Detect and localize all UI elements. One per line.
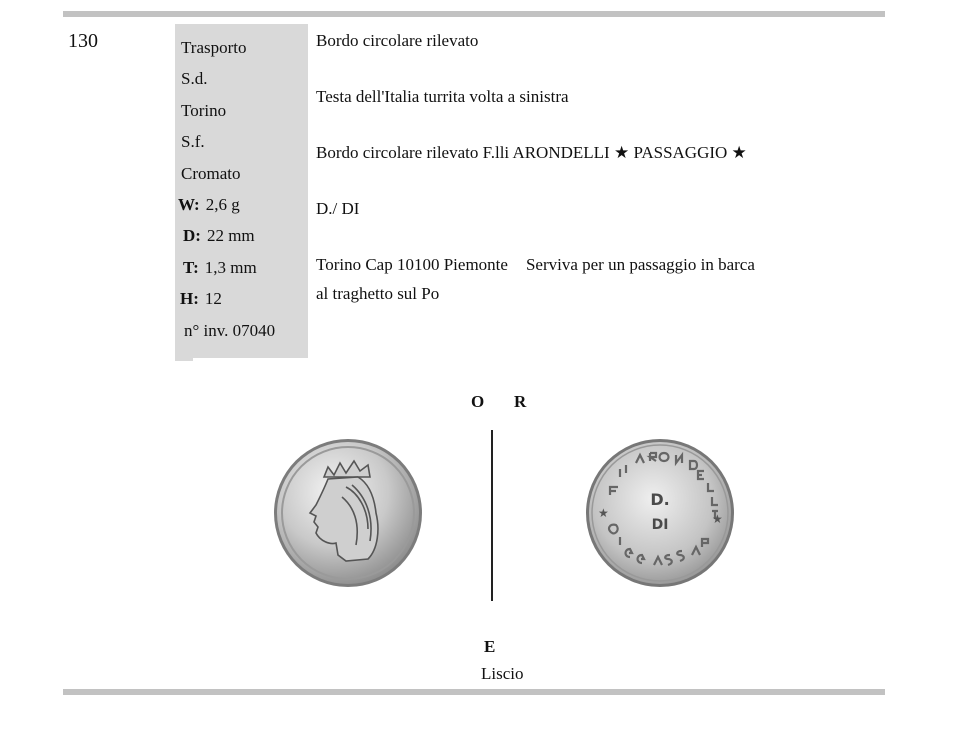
edge-value: Liscio [481, 664, 524, 683]
weight-row [178, 195, 240, 215]
location: Torino Cap 10100 Piemonte [316, 255, 508, 274]
reverse-rim: Bordo circolare rilevato F.lli ARONDELLI ★ PASSAGGIO ★ [316, 143, 747, 162]
star-right-icon: ★ [712, 512, 723, 526]
axis-row [180, 289, 222, 309]
diameter-row [183, 226, 255, 246]
catalog-number: 130 [68, 30, 98, 52]
reverse-label: R [514, 392, 527, 411]
mint-field: S.f. [181, 132, 205, 151]
reverse-coin-center-2: DI [651, 517, 669, 533]
finish: Cromato [181, 164, 241, 183]
inventory-number: n° inv. 07040 [184, 321, 276, 340]
obverse-rim: Bordo circolare rilevato [316, 31, 479, 50]
obverse-design: Testa dell'Italia turrita volta a sinistra [316, 87, 569, 106]
obverse-coin-image [272, 437, 424, 589]
edge-label: E [484, 637, 496, 656]
location-line [316, 255, 755, 275]
metadata-box-tail [175, 353, 193, 361]
reverse-coin-image [584, 437, 736, 589]
top-rule [63, 11, 885, 17]
axis-value: 12 [204, 289, 222, 308]
reverse-coin-center-1: D. [650, 490, 670, 509]
axis-label: H: [180, 289, 199, 308]
note-line-1: Serviva per un passaggio in barca [525, 255, 755, 274]
diameter-label: D: [183, 226, 201, 245]
diameter-value: 22 mm [206, 226, 255, 245]
thickness-row [183, 258, 257, 278]
obverse-label: O [471, 392, 485, 411]
category: Trasporto [181, 38, 247, 57]
city: Torino [181, 101, 227, 120]
weight-label: W: [178, 195, 200, 214]
star-left-icon: ★ [598, 506, 609, 520]
thickness-value: 1,3 mm [204, 258, 257, 277]
reverse-center: D./ DI [316, 199, 360, 218]
weight-value: 2,6 g [205, 195, 240, 214]
divider-line [491, 430, 493, 601]
note-line-2: al traghetto sul Po [316, 284, 440, 303]
thickness-label: T: [183, 258, 199, 277]
bottom-rule [63, 689, 885, 695]
date-field: S.d. [181, 69, 208, 88]
